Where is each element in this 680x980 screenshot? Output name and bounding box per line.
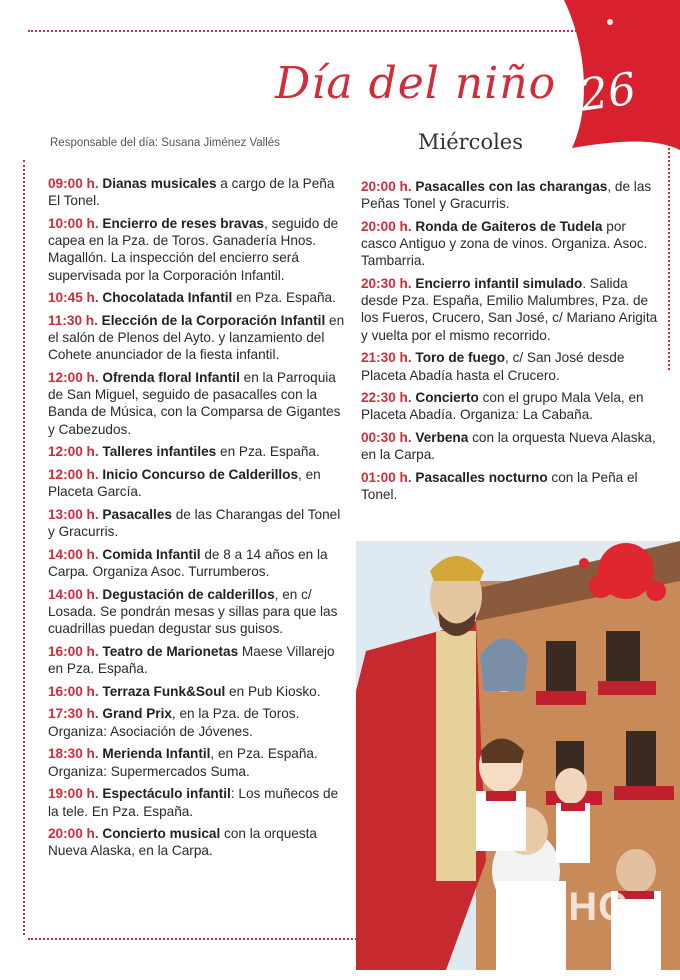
- event-time: 18:30 h.: [48, 746, 99, 762]
- event-details: en Pza. España.: [216, 444, 320, 460]
- event-details: , en Pza. España. Organiza: Supermercados Suma.: [48, 746, 318, 779]
- schedule-event: [361, 389, 661, 423]
- event-details: en la Parroquia de San Miguel, seguido de pasacalles con la Banda de Música, con la Comparsa de Gigantes y Cabezudos.: [48, 370, 341, 437]
- event-time: 20:00 h.: [361, 179, 412, 194]
- event-name: Elección de la Corporación Infantil: [101, 312, 326, 328]
- schedule-event: [48, 683, 348, 700]
- event-name: Verbena: [415, 430, 469, 446]
- event-time: 20:30 h.: [361, 276, 412, 292]
- event-details: por casco Antiguo y zona de vinos. Organiza. Asoc. Tambarria.: [361, 218, 648, 269]
- event-name: Concierto musical: [102, 826, 221, 842]
- frame-left-border: [23, 160, 25, 935]
- event-name: Encierro infantil simulado: [415, 276, 583, 292]
- event-details: con la orquesta Nueva Alaska, en la Carpa.: [361, 430, 656, 463]
- schedule-event: [361, 469, 661, 503]
- schedule-event: [48, 312, 348, 364]
- schedule-event: [48, 506, 348, 540]
- schedule-event: [48, 289, 348, 306]
- event-details: con la Peña el Tonel.: [361, 470, 638, 503]
- schedule-event: [361, 275, 661, 344]
- event-time: 20:00 h.: [361, 218, 412, 234]
- event-name: Ofrenda floral Infantil: [102, 370, 240, 386]
- event-time: 20:00 h.: [48, 826, 99, 842]
- event-name: Pasacalles: [102, 506, 172, 522]
- event-name: Toro de fuego: [415, 350, 506, 366]
- event-details: con la orquesta Nueva Alaska, en la Carpa.: [48, 826, 317, 859]
- event-time: 14:00 h.: [48, 586, 99, 602]
- event-time: 11:30 h.: [48, 312, 98, 328]
- event-details: en Pza. España.: [232, 290, 336, 306]
- schedule-right-column: [361, 178, 661, 509]
- event-time: 12:00 h.: [48, 444, 99, 460]
- event-details: en Pub Kiosko.: [225, 683, 321, 699]
- schedule-event: [48, 705, 348, 739]
- event-details: en el salón de Plenos del Ayto. y lanzamiento del Cohete anunciador de la fiesta infantil.: [48, 312, 345, 363]
- event-details: , en Placeta García.: [48, 467, 321, 500]
- event-details: , en la Pza. de Toros. Organiza: Asociación de Jóvenes.: [48, 706, 300, 739]
- event-details: , seguido de capea en la Pza. de Toros. Ganadería Hnos. Magallón. La inspección del encierro será supervisada por la Corporación Infantil.: [48, 215, 339, 283]
- photo-watermark: APHC: [510, 885, 628, 929]
- schedule-event: [361, 178, 661, 212]
- event-time: 19:00 h.: [48, 786, 99, 802]
- day-number: 26: [576, 63, 640, 122]
- event-name: Dianas musicales: [102, 176, 217, 191]
- event-time: 21:30 h.: [361, 350, 412, 366]
- event-details: Maese Villarejo en Pza. España.: [48, 643, 335, 677]
- schedule-event: [48, 466, 348, 500]
- schedule-left-column: [48, 175, 348, 865]
- schedule-event: [361, 349, 661, 383]
- frame-top-border: [28, 30, 588, 32]
- schedule-event: [48, 586, 348, 638]
- event-time: 13:00 h.: [48, 506, 99, 522]
- event-name: Grand Prix: [102, 706, 172, 722]
- event-time: 01:00 h.: [361, 470, 412, 486]
- event-details: , c/ San José desde Placeta Abadía hasta el Crucero.: [361, 350, 625, 383]
- event-details: de 8 a 14 años en la Carpa. Organiza Asoc. Turrumberos.: [48, 546, 328, 580]
- schedule-event: [361, 429, 661, 463]
- event-name: Concierto: [415, 390, 479, 406]
- responsible-line: Responsable del día: Susana Jiménez Vallés: [50, 137, 280, 149]
- schedule-event: [48, 443, 348, 460]
- weekday-label: Miércoles: [418, 130, 524, 154]
- schedule-event: [48, 825, 348, 859]
- schedule-event: [48, 369, 348, 438]
- schedule-event: [361, 218, 661, 270]
- event-time: 00:30 h.: [361, 430, 412, 446]
- event-name: Ronda de Gaiteros de Tudela: [415, 218, 603, 234]
- event-details: con el grupo Mala Vela, en Placeta Abadía. Organiza: La Cabaña.: [361, 390, 644, 423]
- event-time: 10:00 h.: [48, 215, 99, 231]
- event-time: 16:00 h.: [48, 643, 99, 659]
- festival-photo: [356, 541, 680, 970]
- schedule-event: [48, 175, 348, 209]
- event-name: Merienda Infantil: [102, 746, 211, 762]
- event-details: , de las Peñas Tonel y Gracurris.: [361, 179, 652, 212]
- event-time: 14:00 h.: [48, 546, 99, 562]
- event-name: Degustación de calderillos: [102, 586, 275, 602]
- event-time: 17:30 h.: [48, 706, 99, 722]
- schedule-event: [48, 546, 348, 580]
- event-name: Pasacalles con las charangas: [415, 179, 608, 194]
- page-title: Día del niño: [275, 58, 557, 109]
- event-name: Chocolatada Infantil: [102, 290, 233, 306]
- schedule-event: [48, 745, 348, 779]
- event-name: Espectáculo infantil: [102, 786, 231, 802]
- schedule-event: [48, 785, 348, 819]
- event-details: a cargo de la Peña El Tonel.: [48, 176, 335, 209]
- event-time: 09:00 h.: [48, 176, 99, 191]
- event-name: Inicio Concurso de Calderillos: [102, 467, 299, 483]
- event-time: 12:00 h.: [48, 467, 99, 483]
- event-name: Talleres infantiles: [102, 444, 217, 460]
- event-details: . Salida desde Pza. España, Emilio Malumbres, Pza. de los Fueros, Crucero, San José, c/ Mariano Arigita y vuelta por el mismo recorrido.: [361, 276, 658, 343]
- event-details: de las Charangas del Tonel y Gracurris.: [48, 506, 341, 540]
- schedule-event: [48, 643, 348, 677]
- event-time: 10:45 h.: [48, 290, 99, 306]
- event-details: , en c/ Losada. Se pondrán mesas y sillas para que las cuadrillas puedan degustar sus guisos.: [48, 586, 338, 637]
- event-name: Pasacalles nocturno: [415, 470, 548, 486]
- event-name: Terraza Funk&Soul: [102, 683, 226, 699]
- event-time: 16:00 h.: [48, 683, 99, 699]
- event-time: 12:00 h.: [48, 370, 99, 386]
- event-name: Encierro de reses bravas: [102, 215, 265, 231]
- event-name: Teatro de Marionetas: [102, 643, 239, 659]
- schedule-event: [48, 215, 348, 284]
- event-details: : Los muñecos de la tele. En Pza. España.: [48, 786, 339, 819]
- event-time: 22:30 h.: [361, 390, 412, 406]
- event-name: Comida Infantil: [102, 546, 201, 562]
